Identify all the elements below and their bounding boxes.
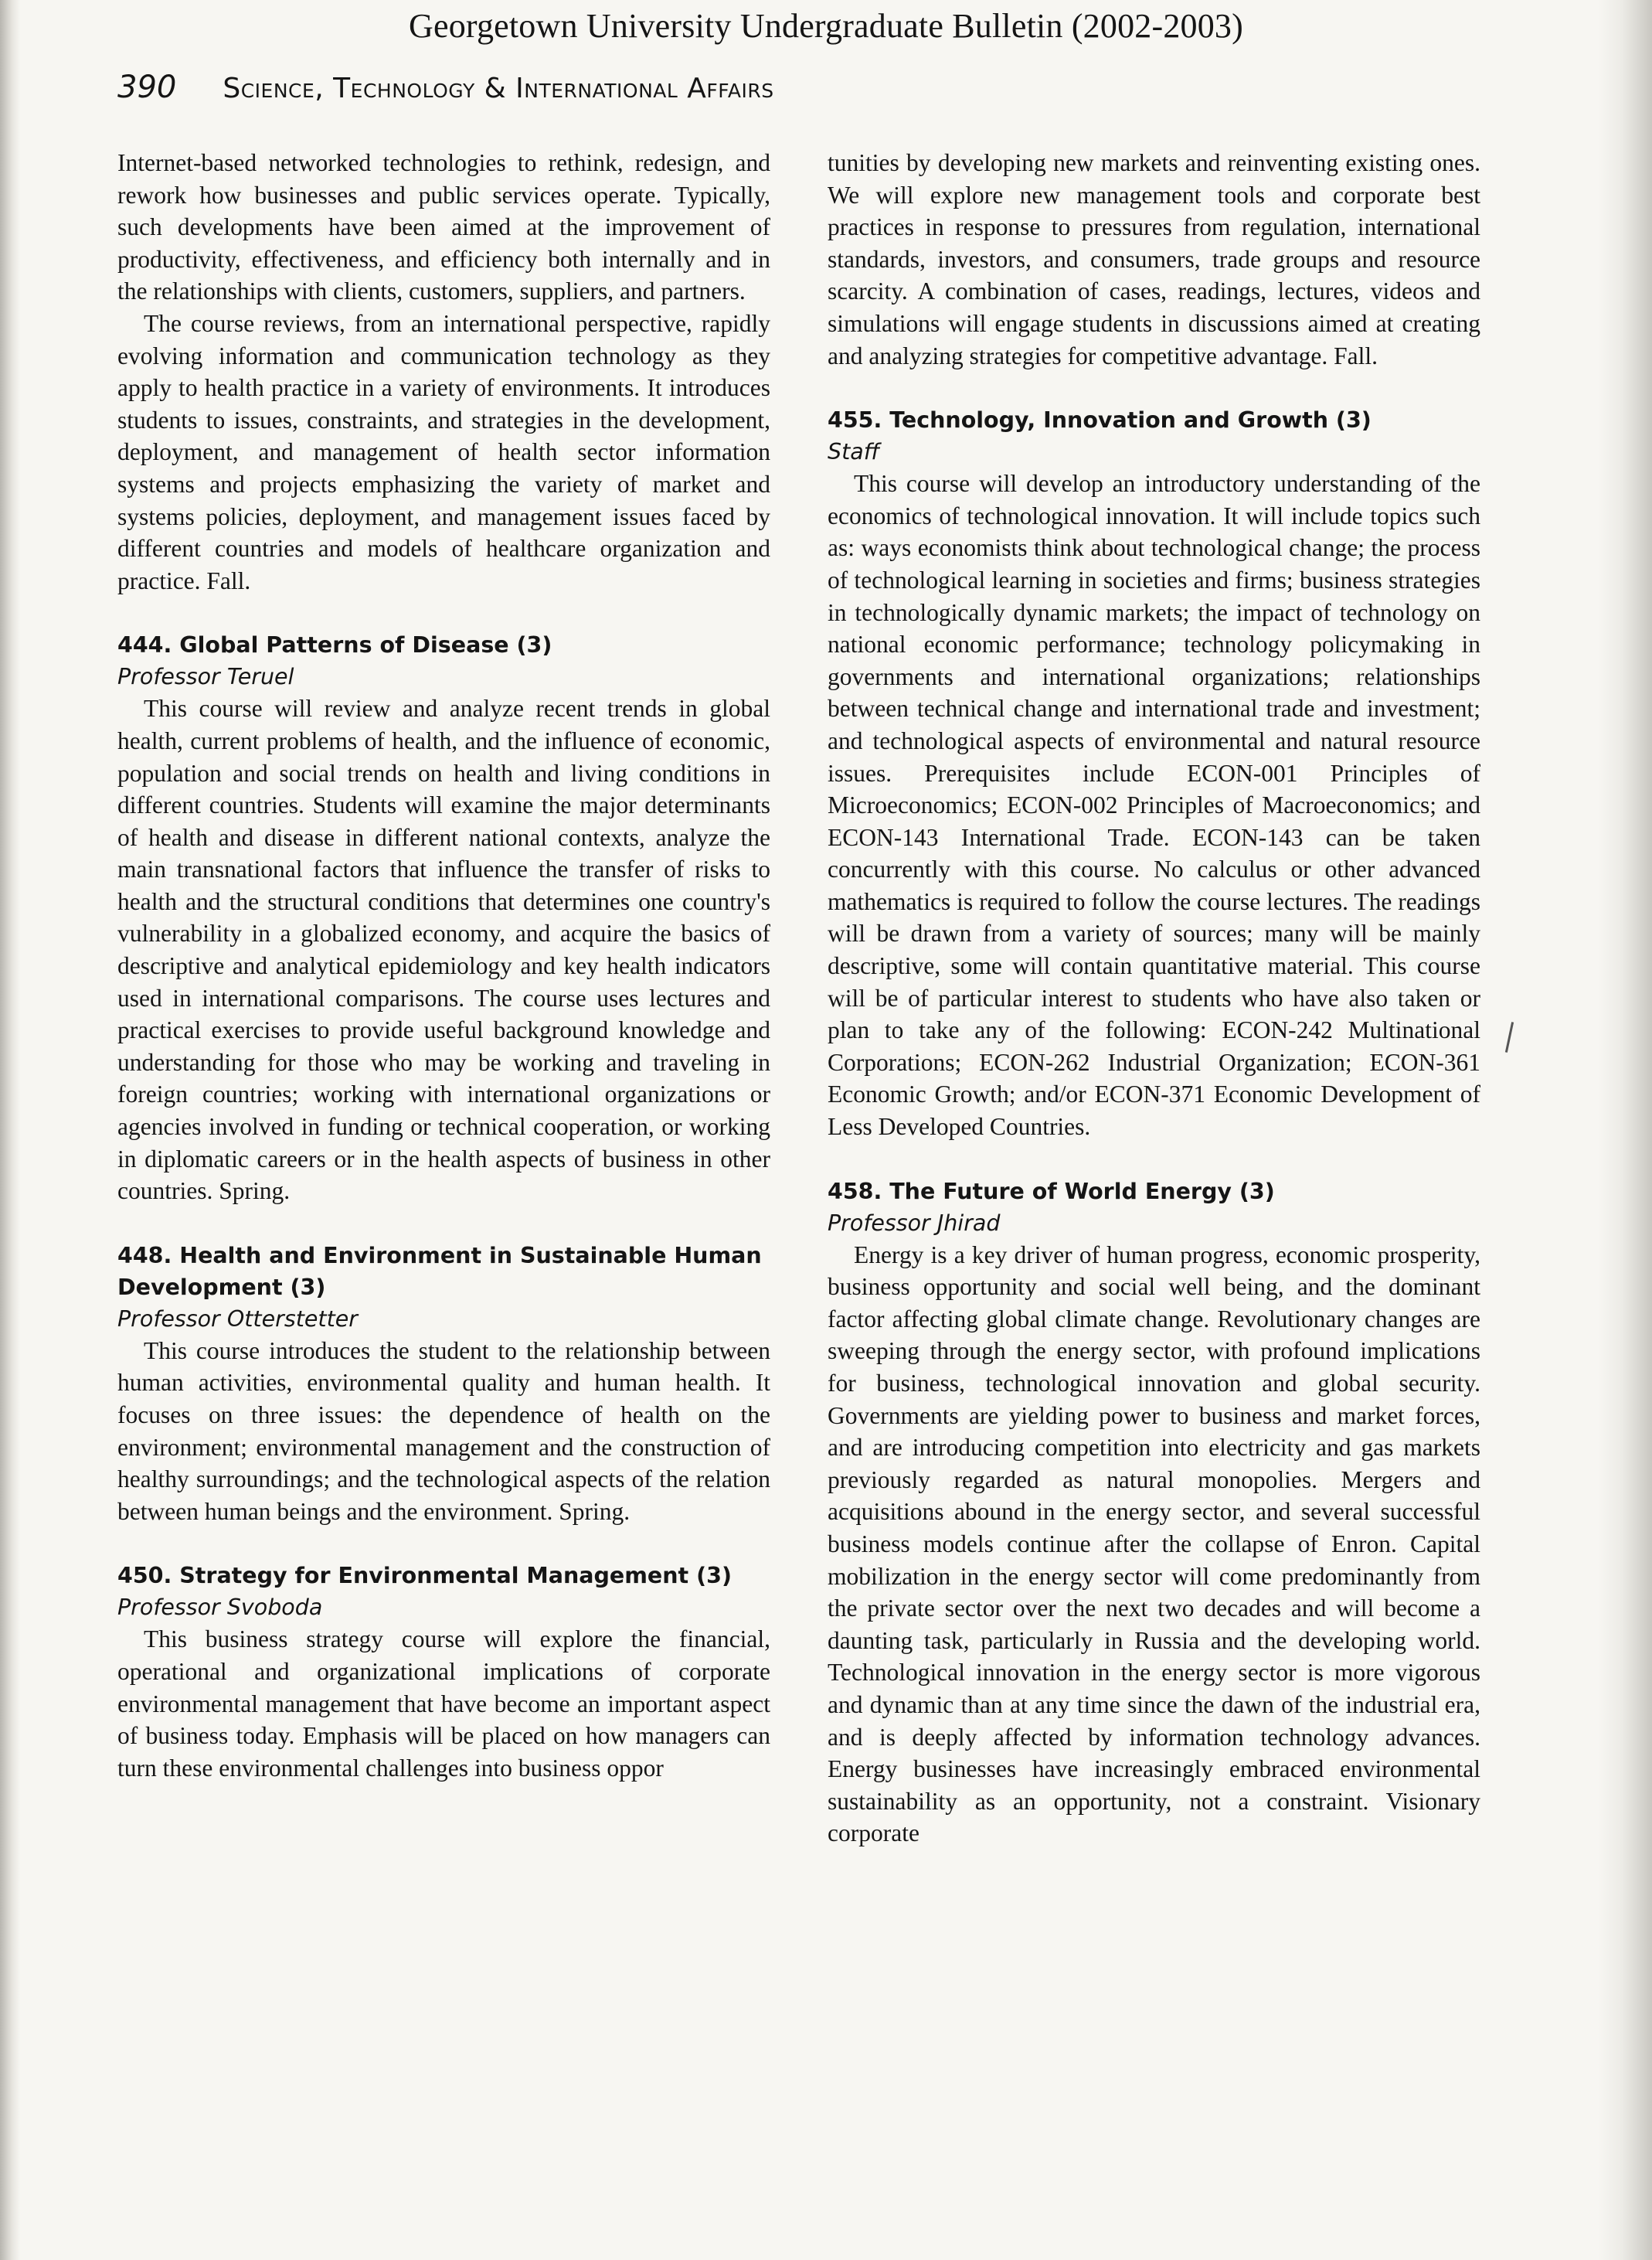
- course-instructor: Professor Jhirad: [828, 1210, 1001, 1236]
- course-entry-455: [828, 404, 1480, 1142]
- course-instructor: Professor Teruel: [117, 664, 294, 690]
- bulletin-title: Georgetown University Undergraduate Bulletin (2002-2003): [408, 7, 1243, 45]
- running-head: [117, 70, 774, 105]
- continuation-paragraph: Internet-based networked technologies to rethink, redesign, and rework how businesses and public services operate. Typically, such developments have been aimed at the improvement of productivity, effectiveness, and efficiency both internally and in the relationships with clients, customers, suppliers, and partners.: [117, 149, 770, 305]
- course-heading: 450. Strategy for Environmental Management (3): [117, 1563, 732, 1589]
- course-description: This course will review and analyze recent trends in global health, current problems of health, and the influence of economic, population and social trends on health and living conditions in different countries. Students will examine the major determinants of health and disease in different national contexts, analyze the main transnational factors that influence the transfer of risks to health and the structural conditions that determines one country's vulnerability in a globalized economy, and acquire the basics of descriptive and analytical epidemiology and key health indicators used in international comparisons. The course uses lectures and practical exercises to provide useful background knowledge and understanding for those who may be working and traveling in foreign countries; working with international organizations or agencies involved in funding or technical cooperation, or working in diplomatic careers or in the health aspects of business in other countries. Spring.: [117, 695, 770, 1205]
- course-instructor: Professor Otterstetter: [117, 1305, 359, 1332]
- course-heading: 444. Global Patterns of Disease (3): [117, 632, 552, 659]
- scan-shadow-left: [0, 0, 20, 2260]
- course-description: This business strategy course will explore the financial, operational and organizational implications of corporate environmental management that have become an important aspect of business today. Emphasis will be placed on how managers can turn these environmental challenges into business oppor: [117, 1625, 770, 1782]
- page-number: 390: [117, 70, 177, 105]
- course-heading: 455. Technology, Innovation and Growth (3): [828, 407, 1372, 434]
- course-instructor: Staff: [828, 439, 880, 465]
- course-entry-448: [117, 1240, 770, 1528]
- continuation-paragraph: The course reviews, from an international perspective, rapidly evolving information and communication technology as they apply to health practice in a variety of environments. It introduces students to issues, constraints, and strategies in the development, deployment, and management of health sector information systems and projects emphasizing the variety of market and systems policies, deployment, and management issues faced by different countries and models of healthcare organization and practice. Fall.: [117, 309, 770, 594]
- pencil-margin-mark: [1505, 1022, 1514, 1053]
- continuation-paragraph: tunities by developing new markets and reinventing existing ones. We will explore new management tools and corporate best practices in response to pressures from regulation, international standards, investors, and consumers, trade groups and resource scarcity. A combination of cases, readings, lectures, videos and simulations will engage students in discussions aimed at creating and analyzing strategies for competitive advantage. Fall.: [828, 149, 1480, 369]
- course-description: Energy is a key driver of human progress, economic prosperity, business opportunity and social well being, and the dominant factor affecting global climate change. Revolutionary changes are sweeping through the energy sector, with profound implications for business, technological innovation and global security. Governments are yielding power to business and market forces, and are introducing competition into electricity and gas markets previously regarded as natural monopolies. Mergers and acquisitions abound in the energy sector, and several successful business models continue after the collapse of Enron. Capital mobilization in the energy sector will come predominantly from the private sector over the next two decades and will become a daunting task, particularly in Russia and the developing world. Technological innovation in the energy sector is more vigorous and dynamic than at any time since the dawn of the industrial era, and is deeply affected by information technology advances. Energy businesses have increasingly embraced environmental sustainability as an opportunity, not a constraint. Visionary corporate: [828, 1241, 1480, 1847]
- course-heading: 448. Health and Environment in Sustainable Human Development (3): [117, 1242, 762, 1300]
- course-entry-450: [117, 1560, 770, 1784]
- right-column: [828, 147, 1480, 1850]
- scan-shadow-right: [1598, 0, 1652, 2260]
- course-description: This course introduces the student to the relationship between human activities, environmental quality and human health. It focuses on three issues: the dependence of health on the environment; environmental management and the construction of healthy surroundings; and the technological aspects of the relation between human beings and the environment. Spring.: [117, 1336, 770, 1525]
- course-description: This course will develop an introductory understanding of the economics of technological innovation. It will include topics such as: ways economists think about technological change; the process of technological learning in societies and firms; business strategies in technologically dynamic markets; the impact of technology on national economic performance; technology policymaking in governments and international organizations; relationships between technical change and international trade and investment; and technological aspects of environmental and natural resource issues. Prerequisites include ECON-001 Principles of Microeconomics; ECON-002 Principles of Macroeconomics; and ECON-143 International Trade. ECON-143 can be taken concurrently with this course. No calculus or other advanced mathematics is required to follow the course lectures. The readings will be drawn from a variety of sources; many will be mainly descriptive, some will contain quantitative material. This course will be of particular interest to students who have also taken or plan to take any of the following: ECON-242 Multinational Corporations; ECON-262 Industrial Organization; ECON-361 Economic Growth; and/or ECON-371 Economic Development of Less Developed Countries.: [828, 470, 1480, 1141]
- course-entry-444: [117, 629, 770, 1207]
- left-column: [117, 147, 770, 1784]
- course-entry-458: [828, 1176, 1480, 1850]
- section-title: Science, Technology & International Affairs: [223, 73, 774, 104]
- course-heading: 458. The Future of World Energy (3): [828, 1178, 1275, 1204]
- course-instructor: Professor Svoboda: [117, 1595, 323, 1621]
